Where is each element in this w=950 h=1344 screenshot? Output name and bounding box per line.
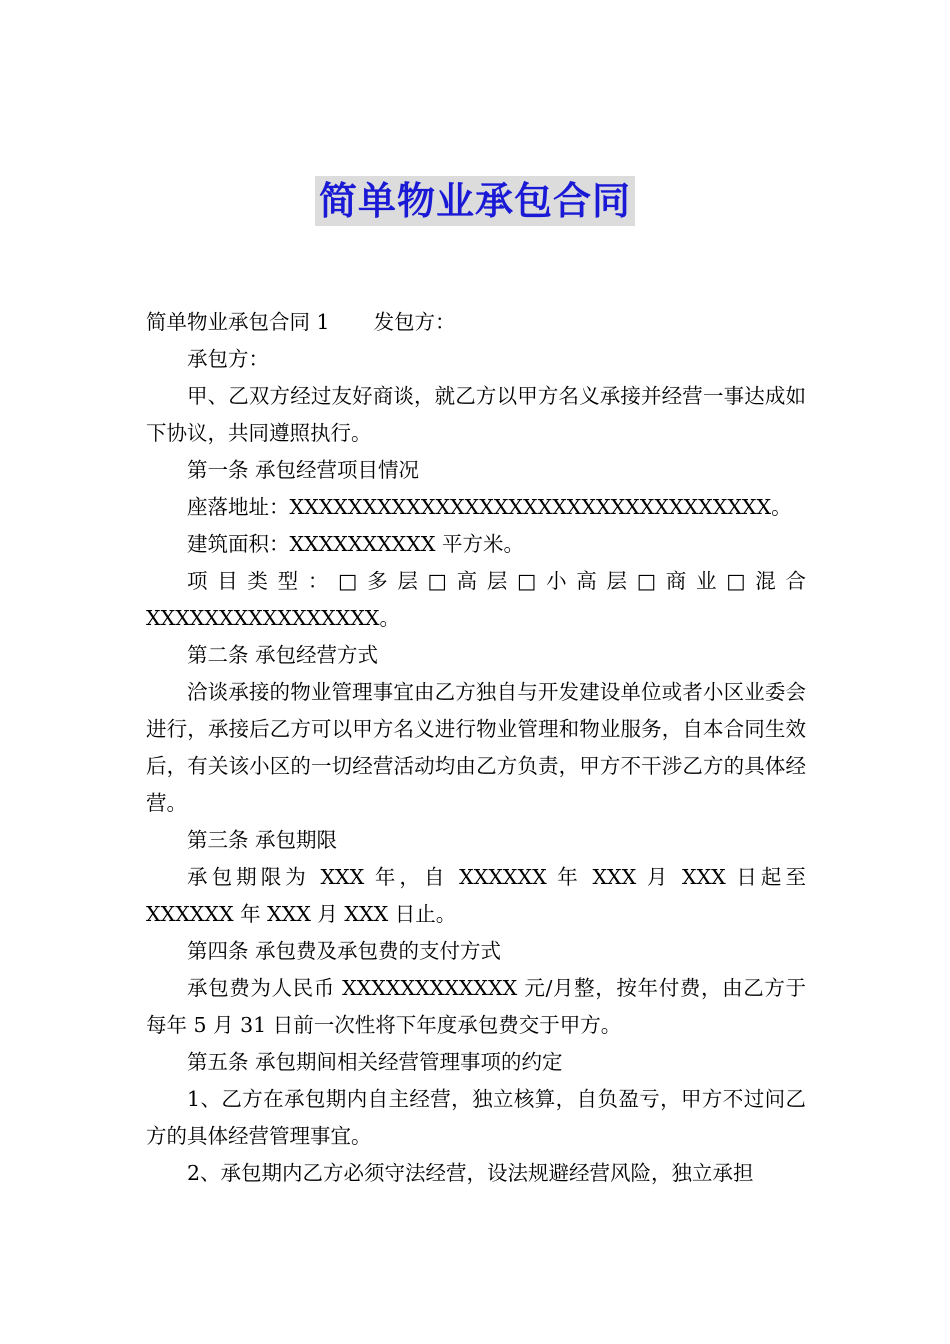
- party-a-label: 发包方：: [373, 310, 456, 334]
- article-1-heading: 第一条 承包经营项目情况: [187, 458, 420, 482]
- address-line: 座落地址：XXXXXXXXXXXXXXXXXXXXXXXXXXXXXXXXX。: [187, 495, 792, 519]
- project-type-continued: XXXXXXXXXXXXXXXX。: [146, 606, 401, 630]
- article-2-heading: 第二条 承包经营方式: [187, 643, 379, 667]
- article-3-heading: 第三条 承包期限: [187, 828, 338, 852]
- article-2-paragraph: 洽谈承接的物业管理事宜由乙方独自与开发建设单位或者小区业委会进行，承接后乙方可以甲方名义进行物业管理和物业服务，自本合同生效后，有关该小区的一切经营活动均由乙方负责，甲方不干涉乙方的具体经营。: [146, 680, 806, 815]
- party-b-label: 承包方：: [187, 347, 269, 371]
- article-3-paragraph: 承包期限为 XXX 年，自 XXXXXX 年 XXX 月 XXX 日起至 XXXXXX 年 XXX 月 XXX 日止。: [146, 865, 806, 926]
- document-title: 简单物业承包合同: [315, 176, 635, 226]
- contract-number: 简单物业承包合同 1: [146, 310, 330, 334]
- project-type-line: 项 目 类 型 ： □ 多 层 □ 高 层 □ 小 高 层 □ 商 业 □ 混 合: [187, 569, 806, 593]
- contract-heading-line: [146, 304, 806, 341]
- area-line: 建筑面积：XXXXXXXXXX 平方米。: [187, 532, 524, 556]
- article-4-paragraph: 承包费为人民币 XXXXXXXXXXXX 元/月整，按年付费，由乙方于每年 5 月 31 日前一次性将下年度承包费交于甲方。: [146, 976, 806, 1037]
- title-wrap: [0, 176, 950, 226]
- article-5-item-1: 1、乙方在承包期内自主经营，独立核算，自负盈亏，甲方不过问乙方的具体经营管理事宜。: [146, 1087, 806, 1148]
- article-4-heading: 第四条 承包费及承包费的支付方式: [187, 939, 502, 963]
- document-body: [146, 304, 806, 1192]
- article-5-item-2: 2、承包期内乙方必须守法经营，设法规避经营风险，独立承担: [187, 1161, 754, 1185]
- preamble-paragraph: 甲、乙双方经过友好商谈，就乙方以甲方名义承接并经营一事达成如下协议，共同遵照执行。: [146, 384, 806, 445]
- article-5-heading: 第五条 承包期间相关经营管理事项的约定: [187, 1050, 563, 1074]
